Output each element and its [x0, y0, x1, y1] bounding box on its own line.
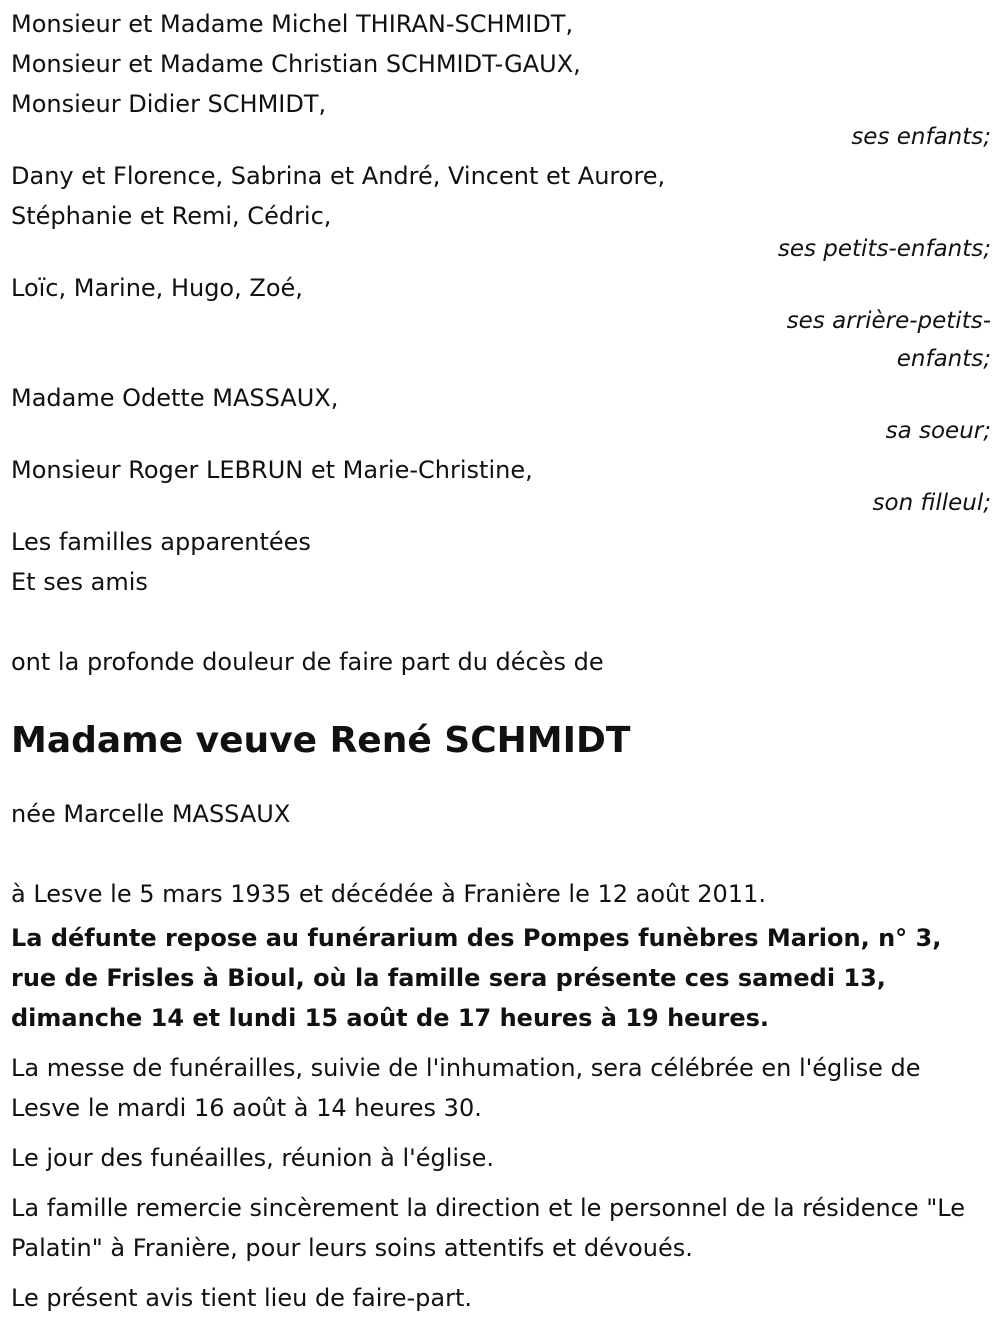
children-block [11, 4, 991, 156]
grandchildren-block [11, 156, 991, 268]
maiden-name: née Marcelle MASSAUX [11, 800, 291, 828]
child-line: Monsieur et Madame Christian SCHMIDT-GAUX, [11, 50, 581, 78]
godson-block [11, 450, 991, 522]
deceased-name: Madame veuve René SCHMIDT [11, 720, 631, 761]
meeting-info: Le jour des funéailles, réunion à l'église. [11, 1144, 494, 1172]
friends-line: Et ses amis [11, 568, 148, 596]
godson-role: son filleul; [872, 490, 991, 516]
grandchildren-line: Stéphanie et Remi, Cédric, [11, 202, 332, 230]
child-line: Monsieur et Madame Michel THIRAN-SCHMIDT, [11, 10, 574, 38]
great-grandchildren-role-cont: enfants; [896, 346, 991, 372]
great-grandchildren-line: Loïc, Marine, Hugo, Zoé, [11, 274, 303, 302]
obituary-notice [11, 4, 991, 1318]
families-line: Les familles apparentées [11, 528, 311, 556]
sister-role: sa soeur; [885, 418, 991, 444]
relatives-block [11, 522, 991, 602]
godson-line: Monsieur Roger LEBRUN et Marie-Christine, [11, 456, 533, 484]
announcement-line: ont la profonde douleur de faire part du décès de [11, 648, 604, 676]
child-line: Monsieur Didier SCHMIDT, [11, 90, 327, 118]
children-role: ses enfants; [851, 124, 991, 150]
great-grandchildren-block [11, 268, 991, 378]
great-grandchildren-role: ses arrière-petits- [786, 308, 991, 334]
sister-line: Madame Odette MASSAUX, [11, 384, 339, 412]
repose-info: La défunte repose au funérarium des Pompes funèbres Marion, n° 3, rue de Frisles à Bioul, où la famille sera présente ces samedi 13, dimanche 14 et lundi 15 août de 17 heures à 19 heures. [11, 924, 942, 1032]
grandchildren-line: Dany et Florence, Sabrina et André, Vincent et Aurore, [11, 162, 666, 190]
grandchildren-role: ses petits-enfants; [777, 236, 991, 262]
sister-block [11, 378, 991, 450]
notice-line: Le présent avis tient lieu de faire-part. [11, 1284, 473, 1312]
mass-info: La messe de funérailles, suivie de l'inhumation, sera célébrée en l'église de Lesve le mardi 16 août à 14 heures 30. [11, 1054, 921, 1122]
birth-death-line: à Lesve le 5 mars 1935 et décédée à Franière le 12 août 2011. [11, 880, 766, 908]
thanks-info: La famille remercie sincèrement la direction et le personnel de la résidence "Le Palatin" à Franière, pour leurs soins attentifs et dévoués. [11, 1194, 966, 1262]
